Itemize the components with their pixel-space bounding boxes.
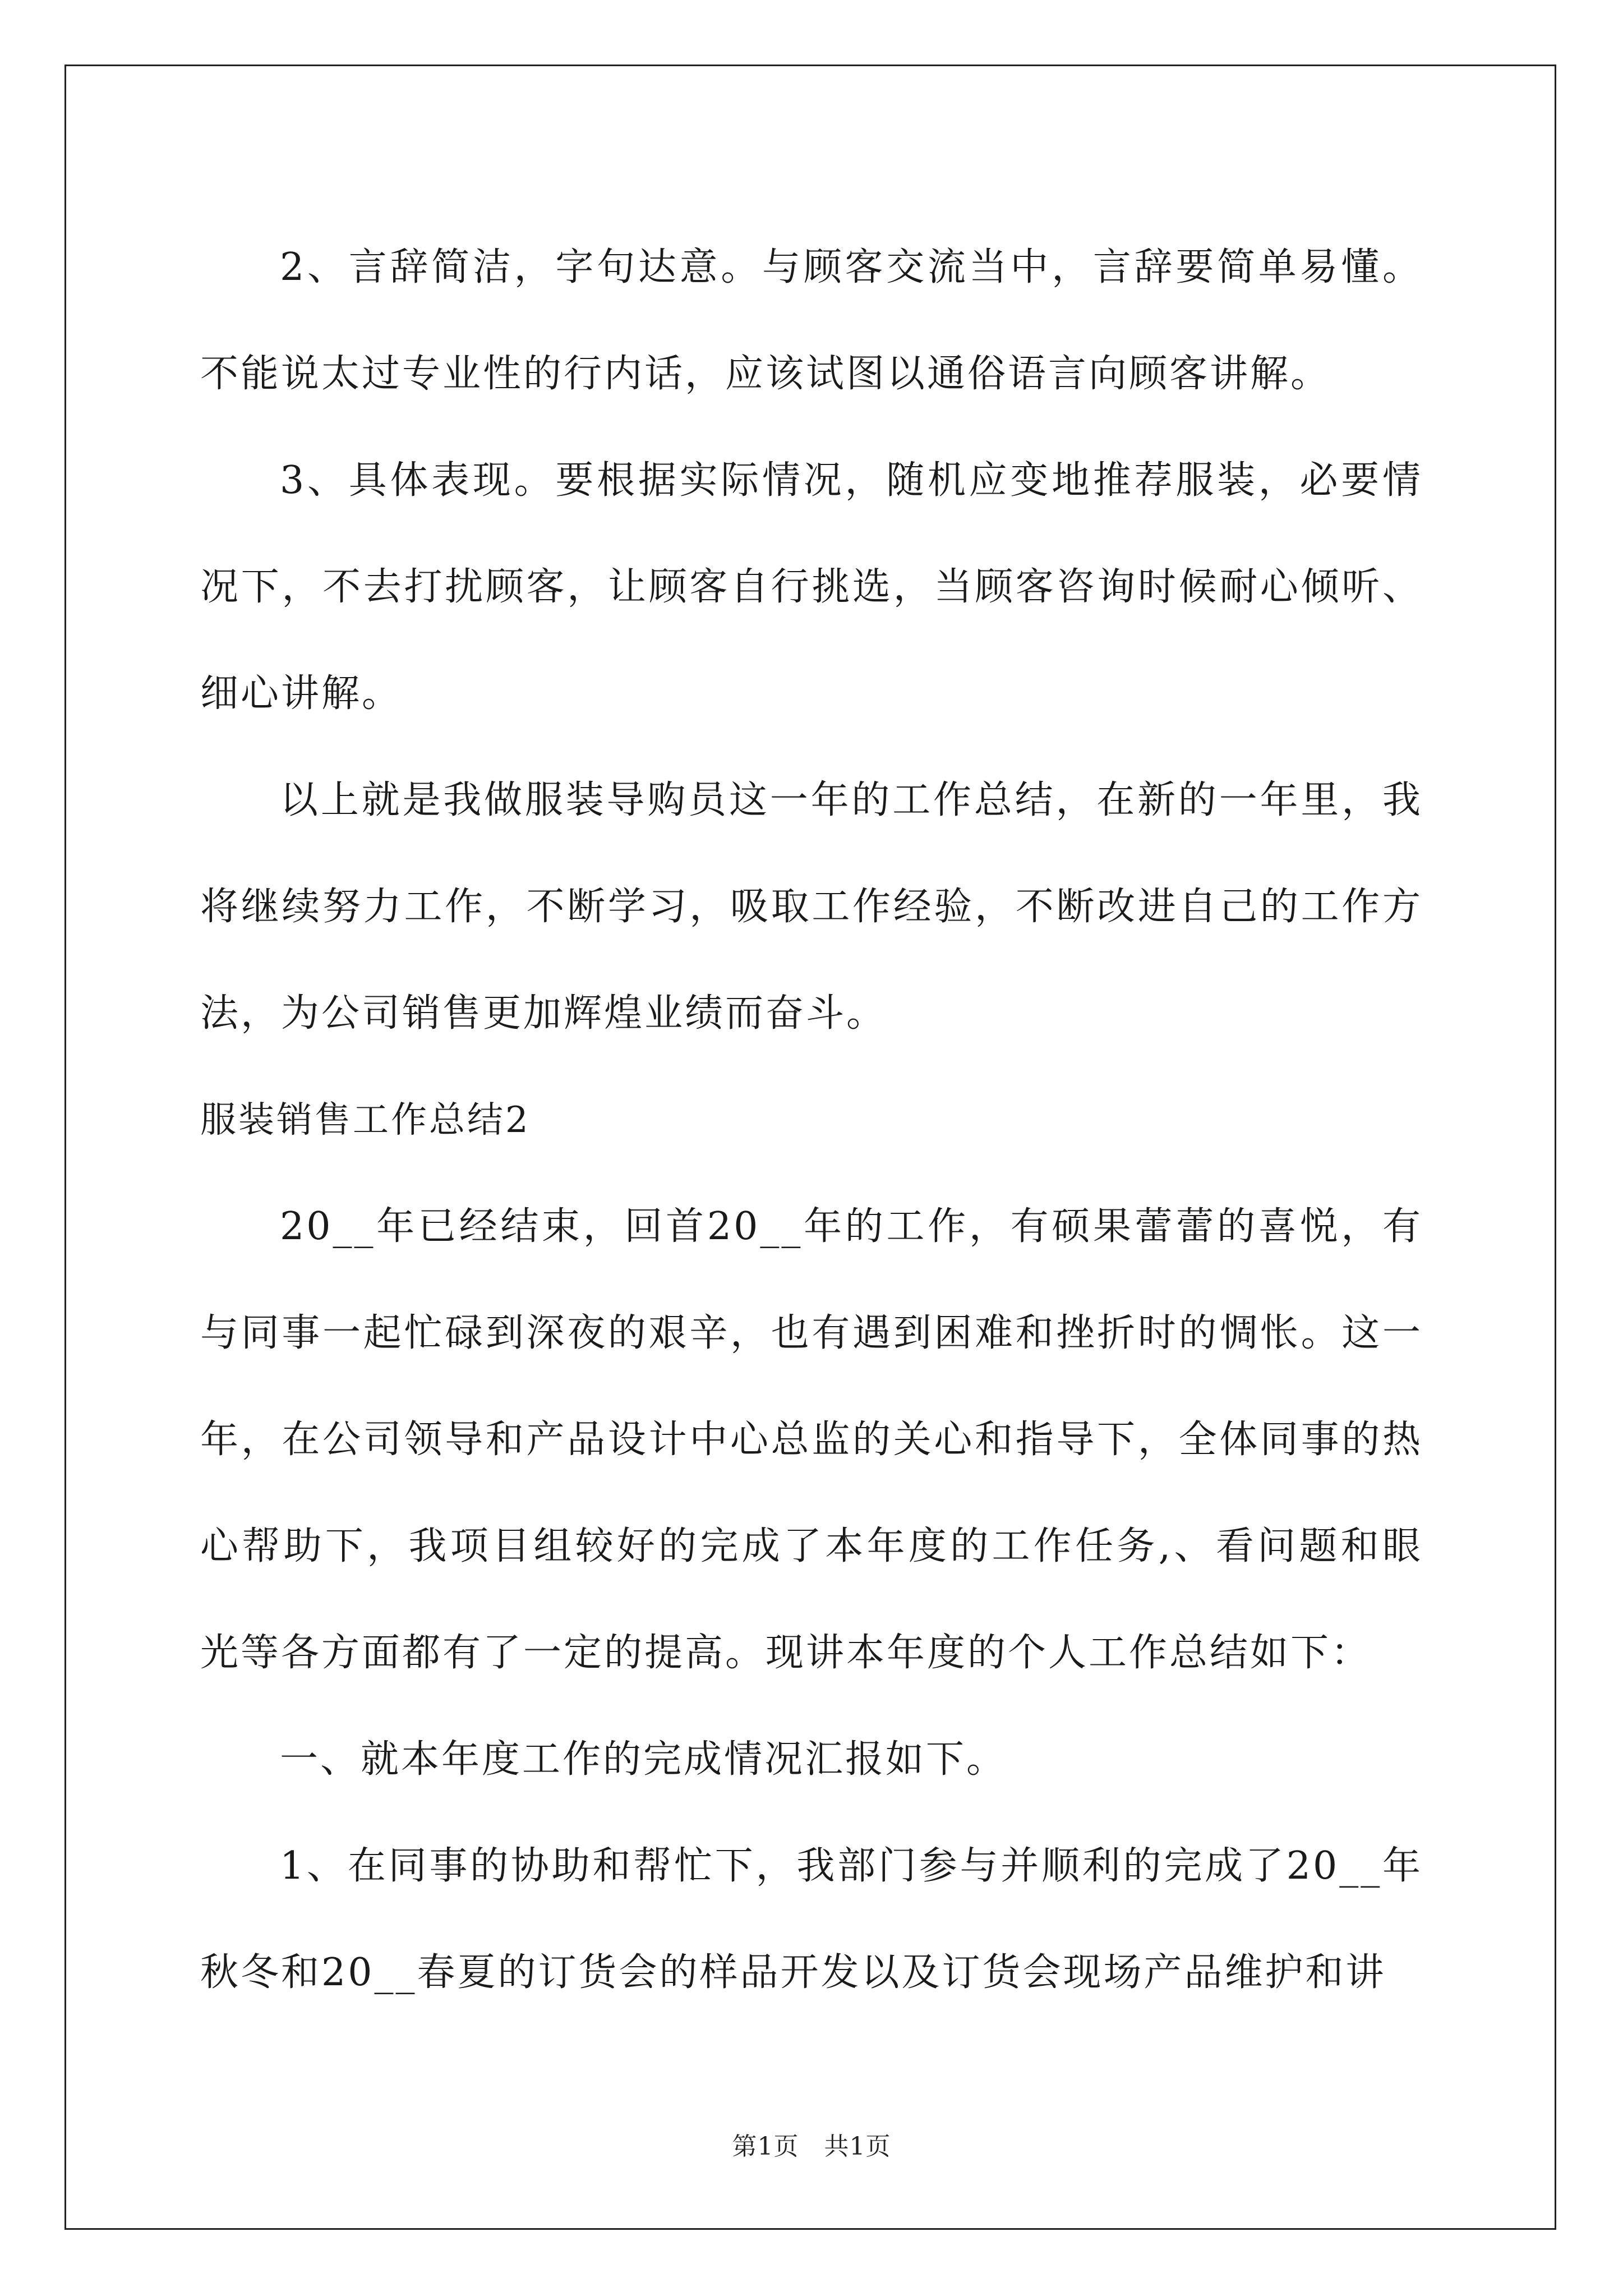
section-heading: 服装销售工作总结2: [200, 1099, 531, 1141]
paragraph-section-one: 一、就本年度工作的完成情况汇报如下。: [280, 1737, 1007, 1782]
paragraph-item-3: 3、具体表现。要根据实际情况，随机应变地推荐服装，必要情况下，不去打扰顾客，让顾客自行挑选，当顾客咨询时候耐心倾听、细心讲解。: [200, 458, 1423, 716]
paragraph-item-1: 1、在同事的协助和帮忙下，我部门参与并顺利的完成了20__年秋冬和20__春夏的订货会的样品开发以及订货会现场产品维护和讲: [200, 1844, 1423, 1995]
paragraph-summary: 以上就是我做服装导购员这一年的工作总结，在新的一年里，我将继续努力工作，不断学习，吸取工作经验，不断改进自己的工作方法，为公司销售更加辉煌业绩而奋斗。: [200, 778, 1423, 1036]
document-body: [200, 214, 1423, 2026]
paragraph-item-2: 2、言辞简洁，字句达意。与顾客交流当中，言辞要简单易懂。不能说太过专业性的行内话，应该试图以通俗语言向顾客讲解。: [200, 245, 1423, 396]
page-number: 第1页 共1页: [732, 2132, 891, 2161]
paragraph-intro: 20__年已经结束，回首20__年的工作，有硕果蕾蕾的喜悦，有与同事一起忙碌到深夜的艰辛，也有遇到困难和挫折时的惆怅。这一年，在公司领导和产品设计中心总监的关心和指导下，全体同事的热心帮助下，我项目组较好的完成了本年度的工作任务,、看问题和眼光等各方面都有了一定的提高。现讲本年度的个人工作总结如下：: [200, 1204, 1423, 1675]
